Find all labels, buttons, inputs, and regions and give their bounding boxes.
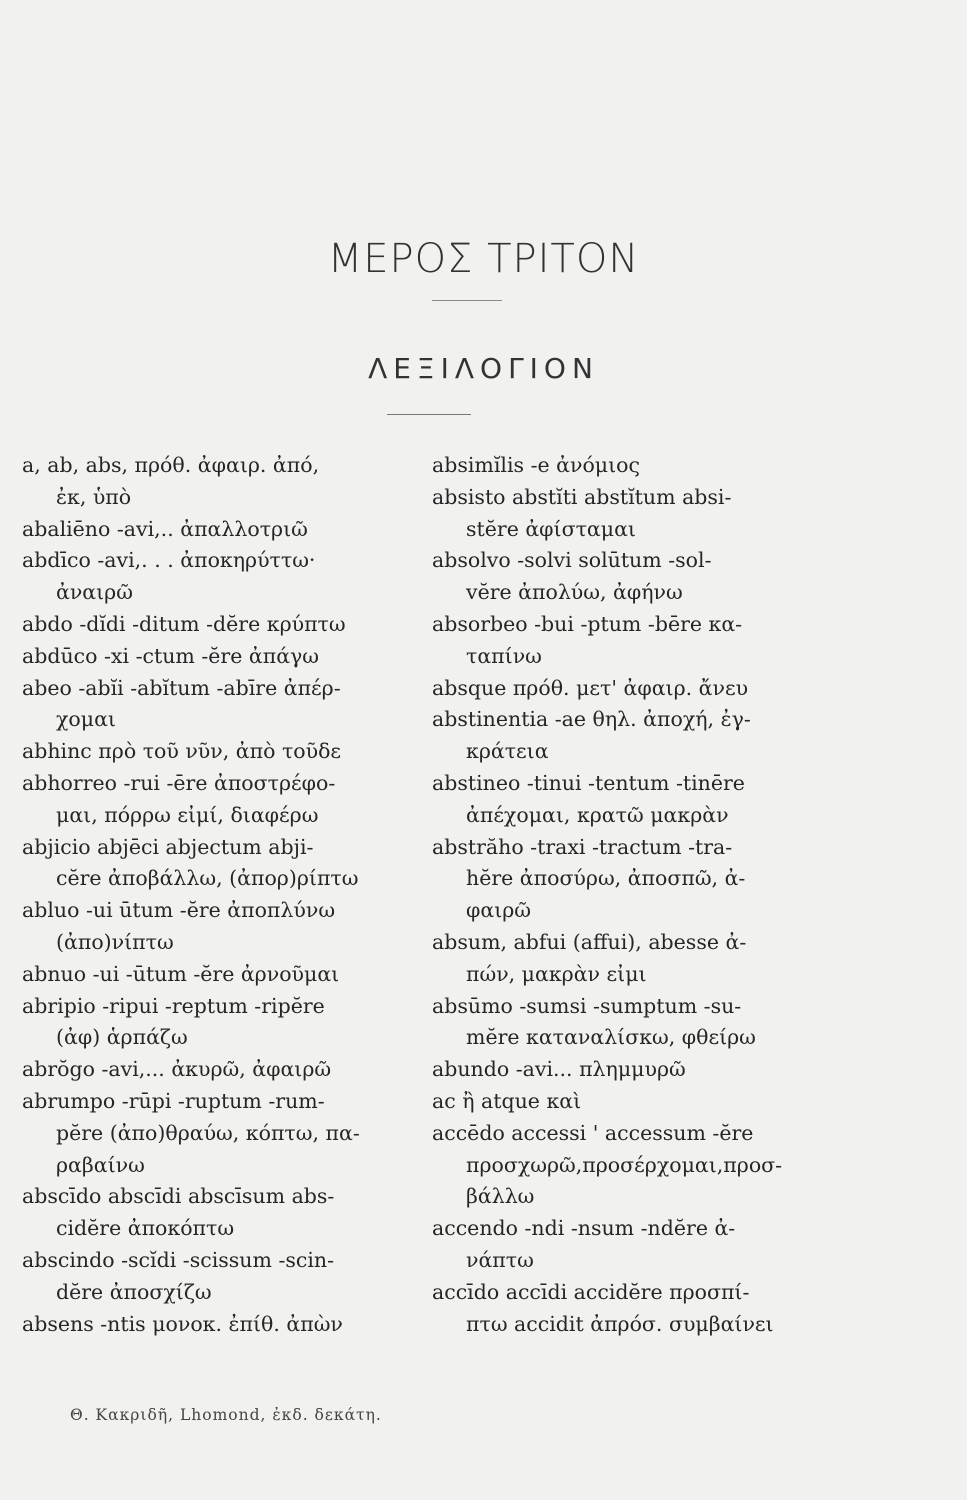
title-divider xyxy=(432,300,502,301)
entry-headline: abluo -ui ūtum -ĕre ἀποπλύνω xyxy=(22,898,336,923)
dictionary-entry xyxy=(432,1054,832,1086)
entry-headline: absens -ntis μονοκ. ἐπίθ. ἀπὼν xyxy=(22,1311,343,1336)
dictionary-entry xyxy=(432,1277,832,1341)
dictionary-entry xyxy=(432,832,832,927)
page-footer: Θ. Κακριδῆ, Lhomond, ἐκδ. δεκάτη. xyxy=(70,1406,382,1424)
dictionary-entry xyxy=(22,1086,418,1181)
entry-continuation: hĕre ἀποσύρω, ἀποσπῶ, ἀ- xyxy=(466,866,746,891)
dictionary-entry xyxy=(432,991,832,1055)
entry-continuation: χομαι xyxy=(56,707,116,732)
dictionary-entry xyxy=(432,927,832,991)
entry-continuation: ἐκ, ὑπὸ xyxy=(56,484,132,509)
entry-headline: abdūco -xi -ctum -ĕre ἀπάγω xyxy=(22,643,320,668)
entry-headline: abdīco -avi,. . . ἀποκηρύττω· xyxy=(22,548,316,573)
dictionary-entry xyxy=(22,832,418,896)
entry-continuation: μαι, πόρρω εἰμί, διαφέρω xyxy=(56,802,319,827)
entry-continuation: dĕre ἀποσχίζω xyxy=(56,1279,212,1304)
dictionary-entry xyxy=(432,609,832,673)
dictionary-entry xyxy=(432,1086,832,1118)
entry-continuation: νάπτω xyxy=(466,1247,534,1272)
entry-continuation: cĕre ἀποβάλλω, (ἀπορ)ρίπτω xyxy=(56,866,359,891)
entry-headline: abrŏgo -avi,... ἀκυρῶ, ἀφαιρῶ xyxy=(22,1057,332,1082)
dictionary-entry xyxy=(22,673,418,737)
entry-headline: abhorreo -rui -ēre ἀποστρέφο- xyxy=(22,770,336,795)
dictionary-entry xyxy=(22,959,418,991)
entry-continuation: κράτεια xyxy=(466,739,549,764)
dictionary-entry xyxy=(432,450,832,482)
dictionary-entry xyxy=(22,609,418,641)
dictionary-entry xyxy=(432,1118,832,1213)
dictionary-entry xyxy=(22,1309,418,1341)
entry-headline: abeo -abĭi -abĭtum -abīre ἀπέρ- xyxy=(22,675,341,700)
entry-headline: absque πρόθ. μετ' ἀφαιρ. ἄνευ xyxy=(432,675,749,700)
entry-headline: absisto abstĭti abstĭtum absi- xyxy=(432,484,732,509)
entry-continuation: πών, μακρὰν εἰμι xyxy=(466,961,647,986)
entry-headline: abaliēno -avi,.. ἀπαλλοτριῶ xyxy=(22,516,308,541)
entry-continuation: βάλλω xyxy=(466,1184,535,1209)
dictionary-entry xyxy=(22,895,418,959)
part-title: ΜΕΡΟΣ ΤΡΙΤΟΝ xyxy=(327,236,640,282)
dictionary-entry xyxy=(22,1181,418,1245)
dictionary-entry xyxy=(22,1245,418,1309)
entry-headline: absimĭlis -e ἀνόμιος xyxy=(432,453,640,477)
entry-headline: ac ἢ atque καὶ xyxy=(432,1088,582,1113)
entry-continuation: (ἀφ) ἁρπάζω xyxy=(56,1025,188,1050)
entry-headline: abstrăho -traxi -tractum -tra- xyxy=(432,834,733,859)
dictionary-entry xyxy=(22,450,418,514)
dictionary-entry xyxy=(432,768,832,832)
entry-headline: accīdo accīdi accidĕre προσπί- xyxy=(432,1279,750,1304)
left-column xyxy=(22,450,418,1340)
entry-continuation: vĕre ἀπολύω, ἀφήνω xyxy=(466,580,683,605)
dictionary-entry xyxy=(22,545,418,609)
dictionary-entry xyxy=(432,482,832,546)
entry-continuation: ραβαίνω xyxy=(56,1152,145,1177)
dictionary-entry xyxy=(22,641,418,673)
entry-headline: accendo -ndi -nsum -ndĕre ἀ- xyxy=(432,1216,736,1241)
entry-headline: accēdo accessi ' accessum -ĕre xyxy=(432,1120,754,1145)
entry-headline: abhinc πρὸ τοῦ νῦν, ἀπὸ τοῦδε xyxy=(22,739,342,764)
entry-continuation: πτω accidit ἀπρόσ. συμβαίνει xyxy=(466,1311,774,1336)
dictionary-entry xyxy=(432,1213,832,1277)
entry-continuation: cidĕre ἀποκόπτω xyxy=(56,1216,235,1241)
entry-headline: abscīdo abscīdi abscīsum abs- xyxy=(22,1184,335,1209)
entry-headline: abscindo -scĭdi -scissum -scin- xyxy=(22,1247,335,1272)
entry-continuation: προσχωρῶ,προσέρχομαι,προσ- xyxy=(466,1152,783,1177)
entry-continuation: stĕre ἀφίσταμαι xyxy=(466,516,636,541)
dictionary-entry xyxy=(22,514,418,546)
section-divider xyxy=(387,414,471,415)
entry-headline: abripio -ripui -reptum -ripĕre xyxy=(22,993,325,1018)
dictionary-entry xyxy=(22,768,418,832)
entry-headline: absūmo -sumsi -sumptum -su- xyxy=(432,993,742,1018)
entry-headline: abundo -avi... πλημμυρῶ xyxy=(432,1057,686,1082)
entry-continuation: pĕre (ἀπο)θραύω, κόπτω, πα- xyxy=(56,1120,360,1145)
entry-headline: abdo -dĭdi -ditum -dĕre κρύπτω xyxy=(22,611,346,636)
entry-continuation: ταπίνω xyxy=(466,643,542,668)
entry-continuation: (ἀπο)νίπτω xyxy=(56,929,174,954)
dictionary-entry xyxy=(432,704,832,768)
dictionary-entry xyxy=(432,545,832,609)
dictionary-entry xyxy=(22,736,418,768)
entry-headline: absolvo -solvi solūtum -sol- xyxy=(432,548,712,573)
entry-continuation: mĕre καταναλίσκω, φθείρω xyxy=(466,1025,756,1050)
entry-headline: abnuo -ui -ūtum -ĕre ἀρνοῦμαι xyxy=(22,961,340,986)
dictionary-entry xyxy=(432,673,832,705)
entry-continuation: φαιρῶ xyxy=(466,898,532,923)
entry-headline: abstinentia -ae θηλ. ἀποχή, ἐγ- xyxy=(432,707,751,732)
entry-headline: absorbeo -bui -ptum -bēre κα- xyxy=(432,611,743,636)
section-title: ΛΕΞΙΛΟΓΙΟΝ xyxy=(368,352,599,385)
entry-headline: absum, abfui (affui), abesse ἀ- xyxy=(432,929,747,954)
entry-headline: a, ab, abs, πρόθ. ἀφαιρ. ἀπό, xyxy=(22,453,320,477)
entry-headline: abrumpo -rūpi -ruptum -rum- xyxy=(22,1088,325,1113)
dictionary-entry xyxy=(22,991,418,1055)
entry-continuation: ἀπέχομαι, κρατῶ μακρὰν xyxy=(466,802,729,827)
entry-continuation: ἀναιρῶ xyxy=(56,580,133,605)
entry-headline: abjicio abjēci abjectum abji- xyxy=(22,834,314,859)
entry-headline: abstineo -tinui -tentum -tinēre xyxy=(432,770,745,795)
dictionary-entry xyxy=(22,1054,418,1086)
right-column xyxy=(432,450,832,1340)
